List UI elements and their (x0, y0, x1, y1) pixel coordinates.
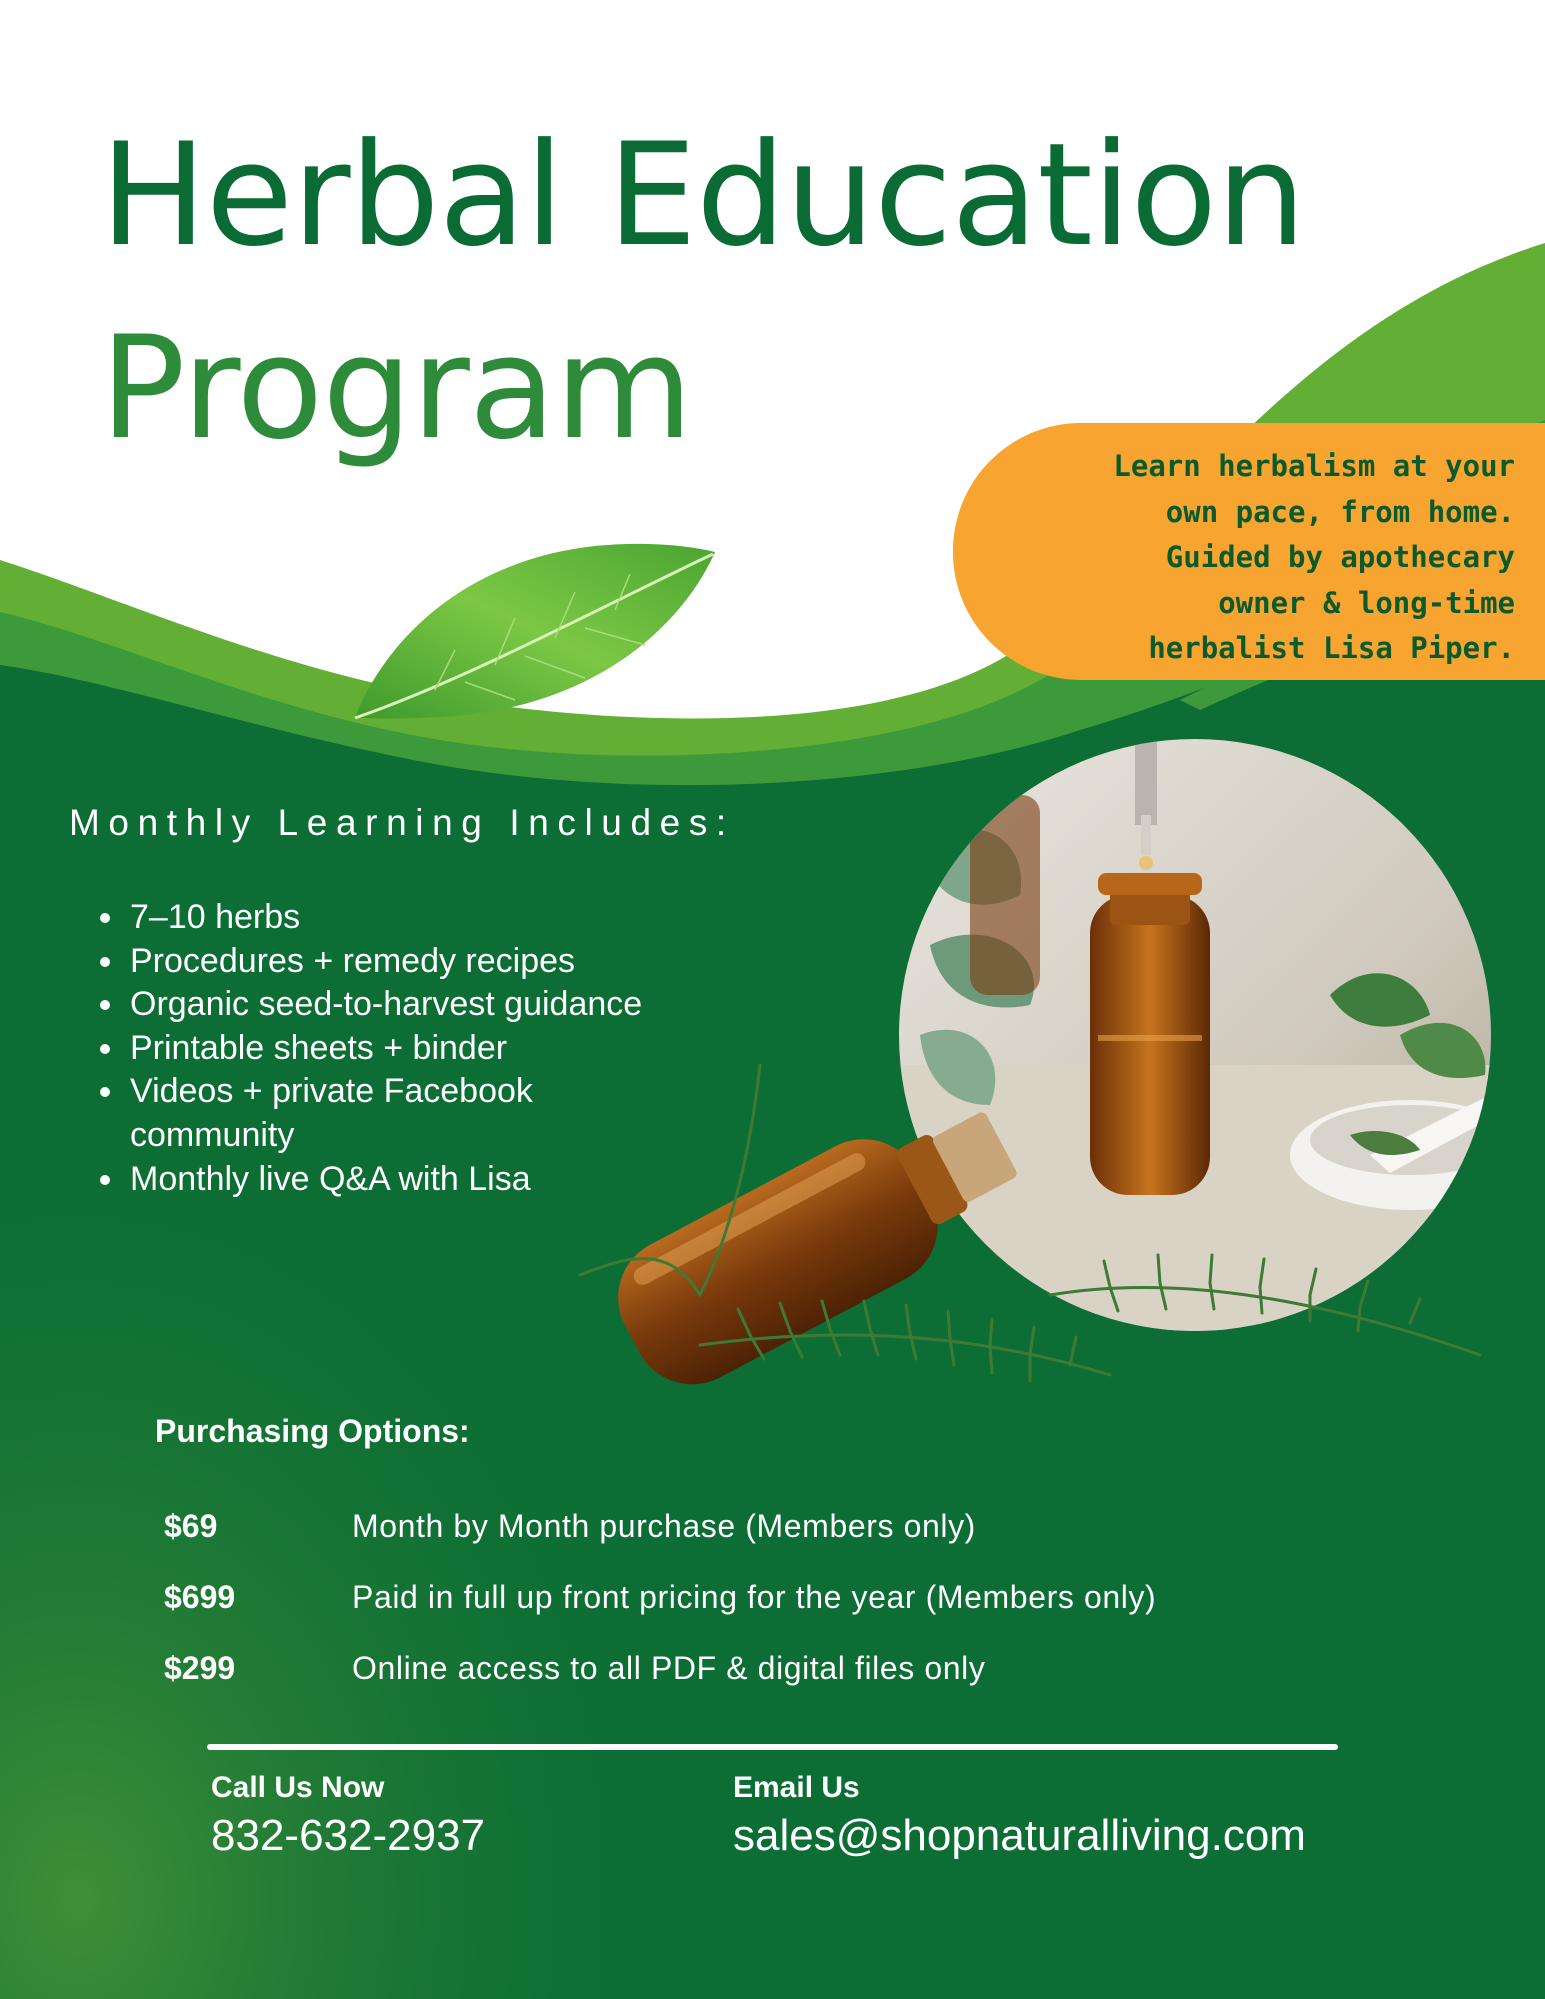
call-us-label: Call Us Now (211, 1771, 385, 1804)
option-price: $699 (164, 1579, 236, 1615)
email-link[interactable]: sales@shopnaturalliving.com (733, 1811, 1306, 1860)
purchase-option (164, 1508, 976, 1545)
tagline-line: Guided by apothecary (1165, 540, 1515, 574)
includes-heading: Monthly Learning Includes: (69, 802, 735, 843)
option-price: $69 (164, 1508, 218, 1544)
tagline-line: herbalist Lisa Piper. (1148, 631, 1515, 665)
tagline-badge (953, 423, 1545, 680)
leaf-image (345, 540, 725, 730)
list-item: Monthly live Q&A with Lisa (100, 1158, 660, 1202)
option-description: Paid in full up front pricing for the year (Members only) (352, 1579, 1157, 1615)
tagline-line: Learn herbalism at your (1113, 449, 1515, 483)
purchase-option (164, 1579, 1156, 1616)
option-description: Month by Month purchase (Members only) (352, 1508, 976, 1544)
phone-link[interactable]: 832-632-2937 (211, 1811, 486, 1860)
email-us-label: Email Us (733, 1771, 860, 1804)
divider (207, 1744, 1338, 1750)
includes-list (100, 896, 660, 1201)
list-item: Videos + private Facebook community (100, 1070, 660, 1157)
list-item: 7–10 herbs (100, 896, 660, 940)
purchase-option (164, 1650, 985, 1687)
tagline-line: owner & long-time (1218, 585, 1515, 620)
option-price: $299 (164, 1650, 236, 1686)
tagline-line: own pace, from home. (1165, 494, 1515, 529)
page-title-line2: Program (100, 306, 693, 471)
list-item: Organic seed-to-harvest guidance (100, 983, 660, 1027)
list-item: Printable sheets + binder (100, 1027, 660, 1071)
option-description: Online access to all PDF & digital files only (352, 1650, 986, 1686)
list-item: Procedures + remedy recipes (100, 940, 660, 984)
page-title-line1: Herbal Education (100, 113, 1306, 278)
purchasing-heading: Purchasing Options: (155, 1413, 470, 1449)
